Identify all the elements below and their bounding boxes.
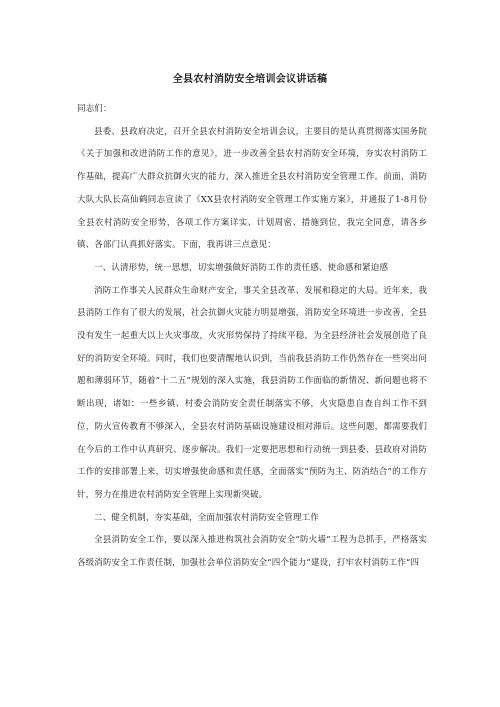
- salutation: 同志们：: [77, 104, 112, 114]
- paragraph-section-1: 消防工作事关人民群众生命财产安全，事关全县改革、发展和稳定的大局。近年来，我县消防工作有了很大的发展，社会抗御火灾能力明显增强，消防安全环境进一步改善，全县没有发生一起重大以上火灾事故，火灾形势保持了持续平稳，为全县经济社会发展创造了良好的消防安全环境。同时，我们也要清醒地认识到，当前我县消防工作仍然存在一些突出问题和薄弱环节，随着“十二五”规划的深入实施，我县消防工作面临的新情况、新问题也将不断出现，诸如：一些乡镇、村委会消防安全责任制落实不够，火灾隐患自查自纠工作不到位，防火宣传教育不够深入，全县农村消防基础设施建设相对滞后。这些问题，都需要我们在今后的工作中认真研究、逐步解决。我们一定要把思想和行动统一到县委、县政府对消防工作的安排部署上来，切实增强使命感和责任感，全面落实“预防为主、防消结合”的工作方针，努力在推进农村消防安全管理上实现新突破。: [77, 285, 427, 500]
- section-heading-2: 二、健全机制，夯实基础，全面加强农村消防安全管理工作: [94, 512, 319, 523]
- section-heading-1: 一、认清形势，统一思想，切实增强做好消防工作的责任感、使命感和紧迫感: [94, 262, 389, 273]
- paragraph-section-2: 全县消防安全工作，要以深入推进构筑社会消防安全“防火墙”工程为总抓手，严格落实各级消防安全工作责任制，加强社会单位消防安全“四个能力”建设，打牢农村消防工作“四: [77, 535, 427, 569]
- document-body: [77, 98, 427, 575]
- paragraph-intro: 县委、县政府决定，召开全县农村消防安全培训会议，主要目的是认真贯彻落实国务院《关于加强和改进消防工作的意见》，进一步改善全县农村消防安全环境，夯实农村消防工作基础，提高广大群众抗御火灾的能力，深入推进全县农村消防安全管理工作。前面，消防大队大队长高仙鹤同志宣读了《XX县农村消防安全管理工作实施方案》，并通报了1-8月份全县农村消防安全形势，各项工作方案详实、计划周密、措施到位，我完全同意，请各乡镇、各部门认真抓好落实。下面，我再讲三点意见：: [77, 126, 427, 251]
- document-title: 全县农村消防安全培训会议讲话稿: [172, 74, 328, 85]
